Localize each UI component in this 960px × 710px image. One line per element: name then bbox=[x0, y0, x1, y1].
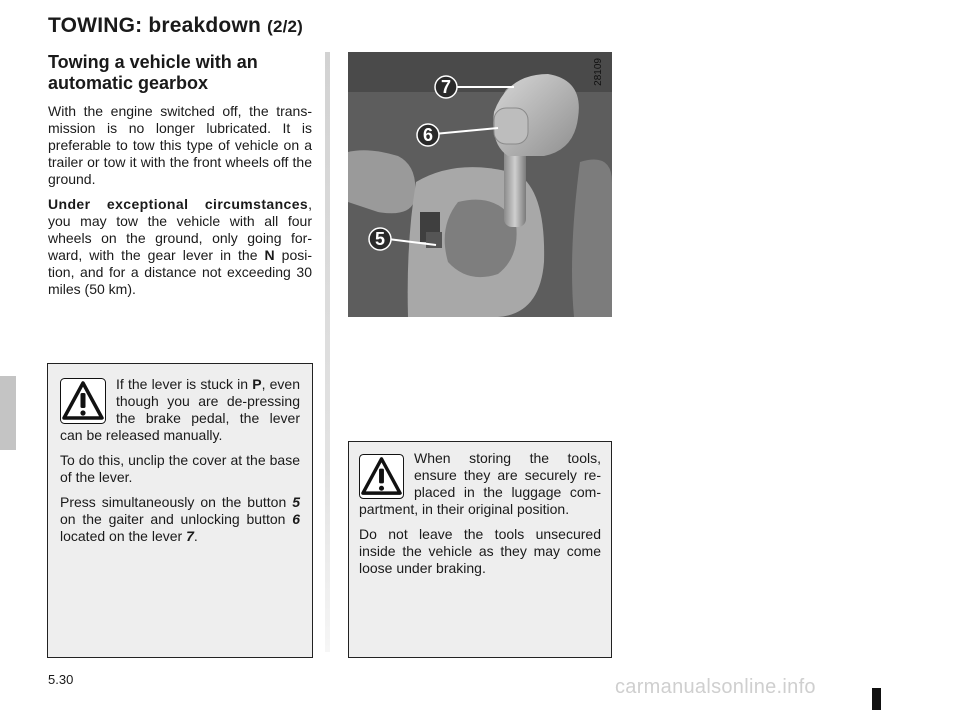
exception-emphasis: Under exceptional circumstances bbox=[48, 196, 309, 212]
lever-release-warning bbox=[47, 363, 313, 658]
gear-position: N bbox=[264, 247, 275, 263]
warning-triangle-icon bbox=[359, 454, 404, 499]
tool-storage-text: When storing the tools, ensure they are securely re-placed in the luggage com-partment, in their original position. bbox=[359, 450, 601, 517]
tool-unsecured-text: Do not leave the tools unsecured inside the vehicle as they may come loose under braking. bbox=[359, 526, 601, 576]
left-column bbox=[48, 52, 312, 306]
gear-lever-photo bbox=[348, 52, 612, 317]
exception-paragraph: Under exceptional circumstances, you may tow the vehicle with all four wheels on the ground, only going for-ward, with the gear lever in the N posi-tion, and for a distance not exceeding 30 miles (50 km). bbox=[48, 196, 313, 297]
unclip-cover-text: To do this, unclip the cover at the base of the lever. bbox=[60, 452, 300, 485]
callout-5: 5 bbox=[374, 229, 386, 249]
callout-7: 7 bbox=[440, 77, 452, 97]
page-title: TOWING: breakdown (2/2) bbox=[48, 14, 304, 37]
column-divider bbox=[325, 52, 330, 652]
page-title-part: (2/2) bbox=[267, 17, 304, 36]
callout-6: 6 bbox=[422, 125, 434, 145]
section-tab bbox=[0, 376, 16, 450]
warning-triangle-icon bbox=[60, 378, 106, 424]
photo-reference-code: 28109 bbox=[593, 58, 604, 86]
lever-stuck-text: If the lever is stuck in P, even though you are de-pressing the brake pedal, the lever can be released manually. bbox=[60, 376, 301, 443]
page-number: 5.30 bbox=[48, 672, 74, 687]
tool-storage-warning bbox=[348, 441, 612, 658]
intro-paragraph: With the engine switched off, the trans-mission is no longer lubricated. It is preferable to tow this type of vehicle on a trailer or tow it with the front wheels off the ground. bbox=[48, 103, 312, 187]
corner-mark bbox=[872, 688, 881, 710]
press-buttons-text: Press simultaneously on the button 5 on the gaiter and unlocking button 6 located on the lever 7. bbox=[60, 494, 300, 544]
section-heading: Towing a vehicle with an automatic gearbox bbox=[48, 52, 258, 93]
watermark: carmanualsonline.info bbox=[615, 676, 816, 698]
